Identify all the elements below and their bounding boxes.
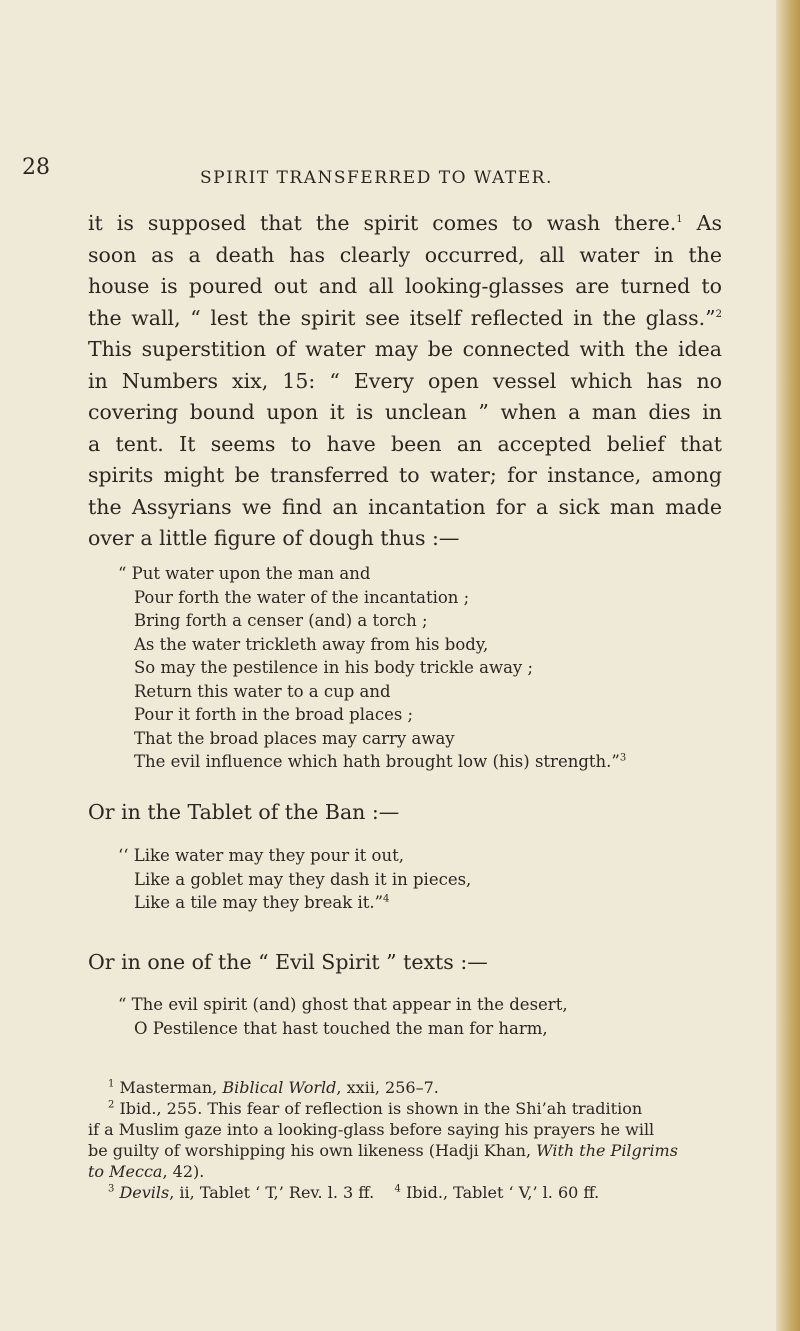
quote-line: “ Put water upon the man and — [118, 564, 371, 583]
quote-line: That the broad places may carry away — [134, 728, 455, 748]
paragraph-line: the Assyrians we find an incantation for a sick man made — [88, 494, 722, 519]
quote-line: Like a goblet may they dash it in pieces, — [134, 869, 472, 889]
quote-line: Pour it forth in the broad places ; — [134, 705, 414, 724]
quote-line: Return this water to a cup and — [134, 681, 391, 701]
paragraph-line: house is poured out and all looking-glasses are turned to — [88, 274, 722, 298]
evil-spirit-intro: Or in one of the “ Evil Spirit ” texts :— — [88, 950, 488, 974]
quote-line: Pour forth the water of the incantation ; — [134, 587, 470, 607]
footnote-2-cont: be guilty of worshipping his own likeness (Hadji Khan, With the Pilgrims — [88, 1141, 678, 1160]
running-head: SPIRIT TRANSFERRED TO WATER. — [200, 168, 553, 188]
tablet-of-ban-intro: Or in the Tablet of the Ban :— — [88, 800, 400, 824]
quote-line: O Pestilence that hast touched the man for harm, — [134, 1018, 548, 1038]
quote-line: The evil influence which hath brought low (his) strength.”$^3$ — [134, 752, 627, 771]
footnote-ref: 1 — [676, 214, 683, 226]
footnote-2-cont: if a Muslim gaze into a looking-glass before saying his prayers he will — [88, 1120, 655, 1139]
footnote-ref: 4 — [383, 893, 390, 905]
page-number: 28 — [22, 155, 50, 180]
quote-line: “ The evil spirit (and) ghost that appear in the desert, — [118, 995, 568, 1014]
paragraph-line: a tent. It seems to have been an accepted belief that — [88, 431, 722, 456]
paragraph-line: spirits might be transferred to water; for instance, among — [88, 463, 722, 487]
main-paragraph — [88, 208, 722, 555]
paragraph-line: covering bound upon it is unclean ” when a man dies in — [88, 400, 722, 424]
footnote-ref: 2 — [715, 308, 722, 320]
ban-quote — [118, 844, 471, 915]
quote-line: So may the pestilence in his body trickle away ; — [134, 658, 534, 677]
paragraph-line: the wall, “ lest the spirit see itself reflected in the glass.”$^2$ — [88, 305, 722, 330]
footnote-ref: 3 — [619, 752, 627, 764]
paragraph-line: it is supposed that the spirit comes to wash there.$^1$ As — [88, 211, 722, 235]
quote-line: As the water trickleth away from his body, — [134, 634, 489, 654]
paragraph-line: soon as a death has clearly occurred, all water in the — [88, 242, 722, 267]
paragraph-line: This superstition of water may be connected with the idea — [88, 337, 722, 361]
paragraph-line: over a little figure of dough thus :— — [88, 526, 460, 550]
footnote-2-cont: to Mecca, 42). — [88, 1162, 205, 1181]
quote-line: Like a tile may they break it.”$^4$ — [134, 893, 390, 912]
paragraph-line: in Numbers xix, 15: “ Every open vessel which has no — [88, 368, 722, 393]
evil-spirit-quote — [118, 993, 568, 1040]
footnote-3-4: $^3$ Devils, ii, Tablet ‘ T,’ Rev. l. 3 ff. $^4$ Ibid., Tablet ‘ V,’ l. 60 ff. — [108, 1183, 600, 1202]
footnote-1: $^1$ Masterman, Biblical World, xxii, 256–7. — [108, 1078, 439, 1097]
footnotes — [88, 1077, 722, 1203]
quote-line: ‘‘ Like water may they pour it out, — [118, 846, 404, 865]
quote-line: Bring forth a censer (and) a torch ; — [134, 611, 428, 630]
page-edge — [776, 0, 800, 1331]
incantation-quote — [118, 562, 626, 774]
footnote-2: $^2$ Ibid., 255. This fear of reflection is shown in the Shi’ah tradition — [108, 1099, 643, 1118]
